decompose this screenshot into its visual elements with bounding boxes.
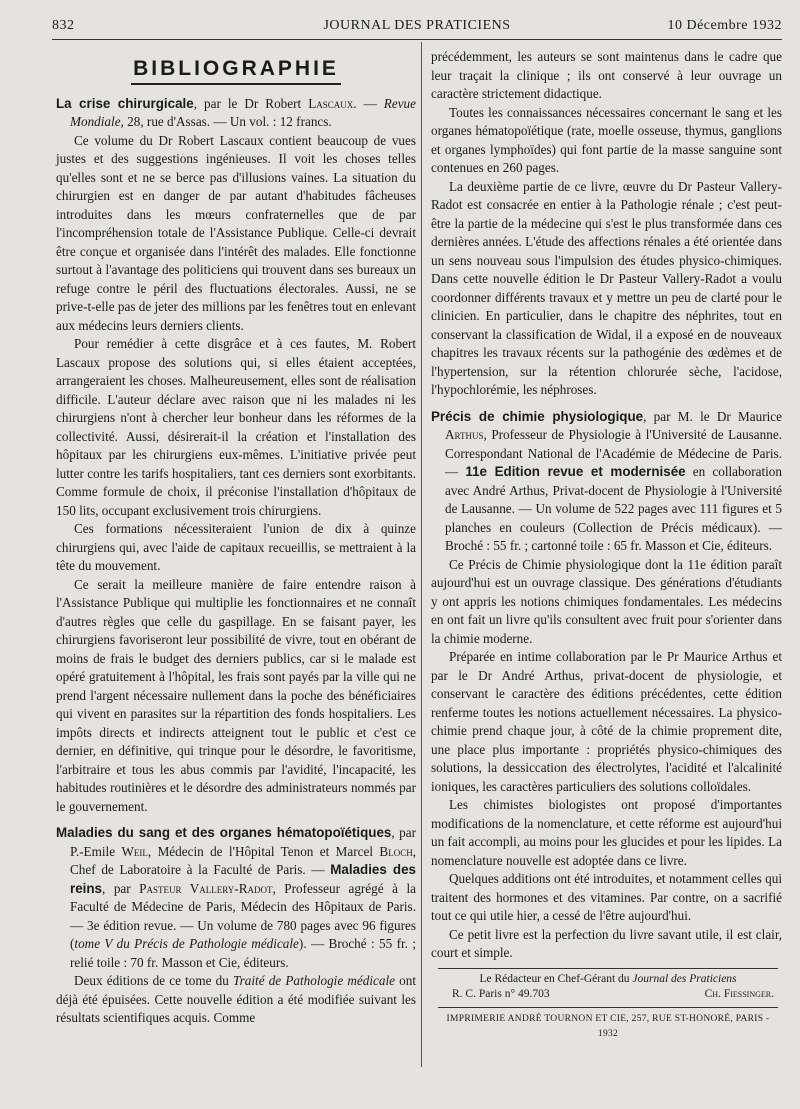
right-column: [431, 48, 782, 963]
header-rule: [52, 39, 782, 40]
author-name: Weil: [121, 843, 148, 859]
review-paragraph: Préparée en intime collaboration par le Pr Maurice Arthus et par le Dr André Arthus, privat-docent de physiologie, et conservant le caractère des éditions précédentes, cette édition renferme toutes les notions actuellement nécessaires. La physico-chimie prend chaque jour, à côté de la chimie proprement dite, une place plus importante : propriétés physico-chimiques des solutions, la dessiccation des électrolytes, l'acidité et l'alcalinité ioniques, les caractères particuliers des solutions colloïdales.: [431, 649, 782, 794]
book-entry-chimie-physiologique: Précis de chimie physiologique, par M. le Dr Maurice Arthus, Professeur de Physiologie à l'Université de Lausanne. Correspondant National de l'Académie de Médecine de Paris. — 11e Edition revue et modernisée en collaboration avec André Arthus, Privat-docent de Physiologie à l'Université de Lausanne. — Un volume de 522 pages avec 111 figures et 5 planches en couleurs (Collection de Précis médicaux). — Broché : 55 fr. ; cartonné toile : 65 fr. Masson et Cie, éditeurs.: [431, 408, 782, 553]
journal-title: JOURNAL DES PRATICIENS: [323, 18, 511, 33]
publisher: Revue Mondiale: [70, 95, 416, 129]
author-name: Lascaux: [308, 95, 354, 111]
review-paragraph: Ces formations nécessiteraient l'union de dix à quinze chirurgiens qui, avec l'aide de capitaux recueillis, se mettraient à la tête du mouvement.: [56, 521, 416, 573]
issue-date: 10 Décembre 1932: [667, 18, 782, 33]
page-number: 832: [52, 18, 75, 33]
section-title: BIBLIOGRAPHIE: [133, 57, 339, 80]
review-paragraph: précédemment, les auteurs se sont maintenus dans le cadre que leur traçait la clinique ; ils ont conservé à leur ouvrage un caractère strictement didactique.: [431, 49, 782, 101]
editor-signature: Ch. Fiessinger.: [704, 988, 774, 1000]
edition-note: 11e Edition revue et modernisée: [465, 464, 686, 479]
review-paragraph: Toutes les connaissances nécessaires concernant le sang et les organes hématopoïétique (rate, moelle osseuse, thymus, ganglions et organes lymphoïdes) qui font partie de la masse sanguine sont contenues en 260 pages.: [431, 104, 782, 175]
registration-number: R. C. Paris n° 49.703: [452, 988, 550, 1000]
title-underline: [131, 83, 341, 85]
author-name: Pasteur Vallery-Radot: [139, 880, 273, 896]
review-paragraph: Pour remédier à cette disgrâce et à ces fautes, M. Robert Lascaux propose des solutions qui, si elles étaient acceptées, arrangeraient les choses. Malheureusement, elles sont de réalisation difficile. L'auteur déclare avec raison que ni les malades ni les chirurgiens n'ont à chercher leur bonheur dans les réformes de la collectivité. Aussi, désirerait-il la création et l'installation des hôpitaux par les chirurgiens eux-mêmes. L'initiative privée peut lutter contre les tarifs hospitaliers, tant ces derniers sont exorbitants. Comme formule de choix, il préconise l'installation d'hôpitaux de 150 lits, occupant exclusivement trois chirurgiens.: [56, 336, 416, 518]
printer-line: IMPRIMERIE ANDRÉ TOURNON ET CIE, 257, RUE ST-HONORÉ, PARIS - 1932: [438, 1007, 778, 1042]
review-paragraph: Deux éditions de ce tome du Traité de Pathologie médicale ont déjà été épuisées. Cette nouvelle édition a été modifiée suivant les résultats scientifiques acquis. Comme: [56, 973, 416, 1025]
author-name: Arthus: [445, 427, 484, 442]
editor-line: Le Rédacteur en Chef-Gérant du Journal des Praticiens: [479, 973, 737, 985]
book-entry-maladies-du-sang: Maladies du sang et des organes hématopoïétiques, par P.-Emile Weil, Médecin de l'Hôpital Tenon et Marcel Bloch, Chef de Laboratoire à la Faculté de Paris. — Maladies des reins, par Pasteur Vallery-Radot, Professeur agrégé à la Faculté de Médecine de Paris, Médecin des Hôpitaux de Paris. — 3e édition revue. — Un volume de 780 pages avec 96 figures (tome V du Précis de Pathologie médicale). — Broché : 55 fr. ; relié toile : 70 fr. Masson et Cie, éditeurs.: [56, 825, 417, 970]
registration-row: [438, 987, 778, 1002]
review-paragraph: La deuxième partie de ce livre, œuvre du Dr Pasteur Vallery-Radot est consacrée en entier à la Pathologie rénale ; c'est peut-être la partie de la médecine qui s'est le plus transformée dans ces dernières années. L'étude des affections rénales a été orientée dans un sens nouveau sous l'impulsion des études physico-chimiques. Dans cette nouvelle édition le Dr Pasteur Vallery-Radot a voulu coordonner différents travaux et y mettre un peu de clarté pour le clinicien. En particulier, dans le chapitre des néphrites, tout en conservant la classification de Widal, il a exposé en de nouveaux chapitres les travaux récents sur la pathogénie des œdèmes et de l'hypertension, sur la rétention chlorurée sèche, l'acidose, l'hypochlorémie, les néphroses.: [431, 178, 782, 397]
book-title: Maladies des reins: [70, 862, 416, 896]
review-paragraph: Ce volume du Dr Robert Lascaux contient beaucoup de vues justes et des suggestions ingénieuses. Il voit les choses telles qu'elles sont et ne se berce pas d'illusions vaines. La situation du chirurgien est en danger de par autant d'habitudes fâcheuses introduites dans les mœurs confraternelles que de par l'incompréhension totale de l'Assistance Publique. Celle-ci devrait être conçue et organisée dans l'intérêt des malades. Elle fonctionne surtout à l'avantage des politiciens qui trouvent dans ses bureaux un refuge contre le péril des fluctuations électorales. Aussi, ne se prive-t-elle pas de jeter des millions par les fenêtres tout en enlevant aux médecins leurs derniers clients.: [56, 132, 416, 333]
running-header: [52, 16, 782, 38]
review-paragraph: Ce petit livre est la perfection du livre savant utile, il est clair, court et simple.: [431, 926, 782, 960]
review-paragraph: Quelques additions ont été introduites, et notamment celles qui traitent des hormones et des vitamines. Par contre, on a sacrifié tout ce qui utile hier, a cessé de l'être aujourd'hui.: [431, 871, 782, 923]
colophon: [438, 968, 778, 1042]
column-divider: [421, 42, 422, 1067]
book-title: Précis de chimie physiologique: [431, 408, 644, 424]
author-name: Bloch: [379, 843, 413, 859]
book-title: La crise chirurgicale: [56, 95, 194, 111]
book-entry-crise-chirurgicale: La crise chirurgicale, par le Dr Robert Lascaux. — Revue Mondiale, 28, rue d'Assas. — Un vol. : 12 francs.: [56, 95, 416, 129]
left-column: [56, 48, 416, 1028]
review-paragraph: Ce Précis de Chimie physiologique dont la 11e édition paraît aujourd'hui est un ouvrage classique. Des générations d'étudiants y ont appris les notions chimiques fondamentales. Les médecins en ont fait un livre qu'ils consultent avec fruit pour s'orienter dans la chimie moderne.: [431, 556, 782, 646]
series-title: tome V du Précis de Pathologie médicale: [74, 936, 299, 951]
review-paragraph: Les chimistes biologistes ont proposé d'importantes modifications de la nomenclature, et cette réforme est aujourd'hui un fait accompli, au moins pour les glucides et pour les lipides. La nomenclature nouvelle est adoptée dans ce livre.: [431, 797, 782, 868]
book-title: Maladies du sang et des organes hématopoïétiques: [56, 825, 392, 840]
review-paragraph: Ce serait la meilleure manière de faire entendre raison à l'Assistance Publique qui multiplie les fonctionnaires et ne connaît d'autres règles que celle du gaspillage. En se faisant payer, les chirurgiens favoriseront leur possibilité de vivre, tout en obérant de moins de frais le budget des derniers publics, car si le malade est opéré gratuitement à l'hôpital, les frais sont payés par la ville qui ne prend l'argent nécessaire nullement dans la poche des bénéficiaires qui vivent en parasites sur la répartition des fonds hospitaliers. Les impôts directs et indirects atteignent tout le public et c'est ce dernier, en définitive, qui trinque pour le désordre, le favoritisme, l'arbitraire et tous les abus commis par l'avidité, l'incapacité, les habitudes routinières et le désordre des administrateurs nommés par le gouvernement.: [56, 576, 416, 814]
